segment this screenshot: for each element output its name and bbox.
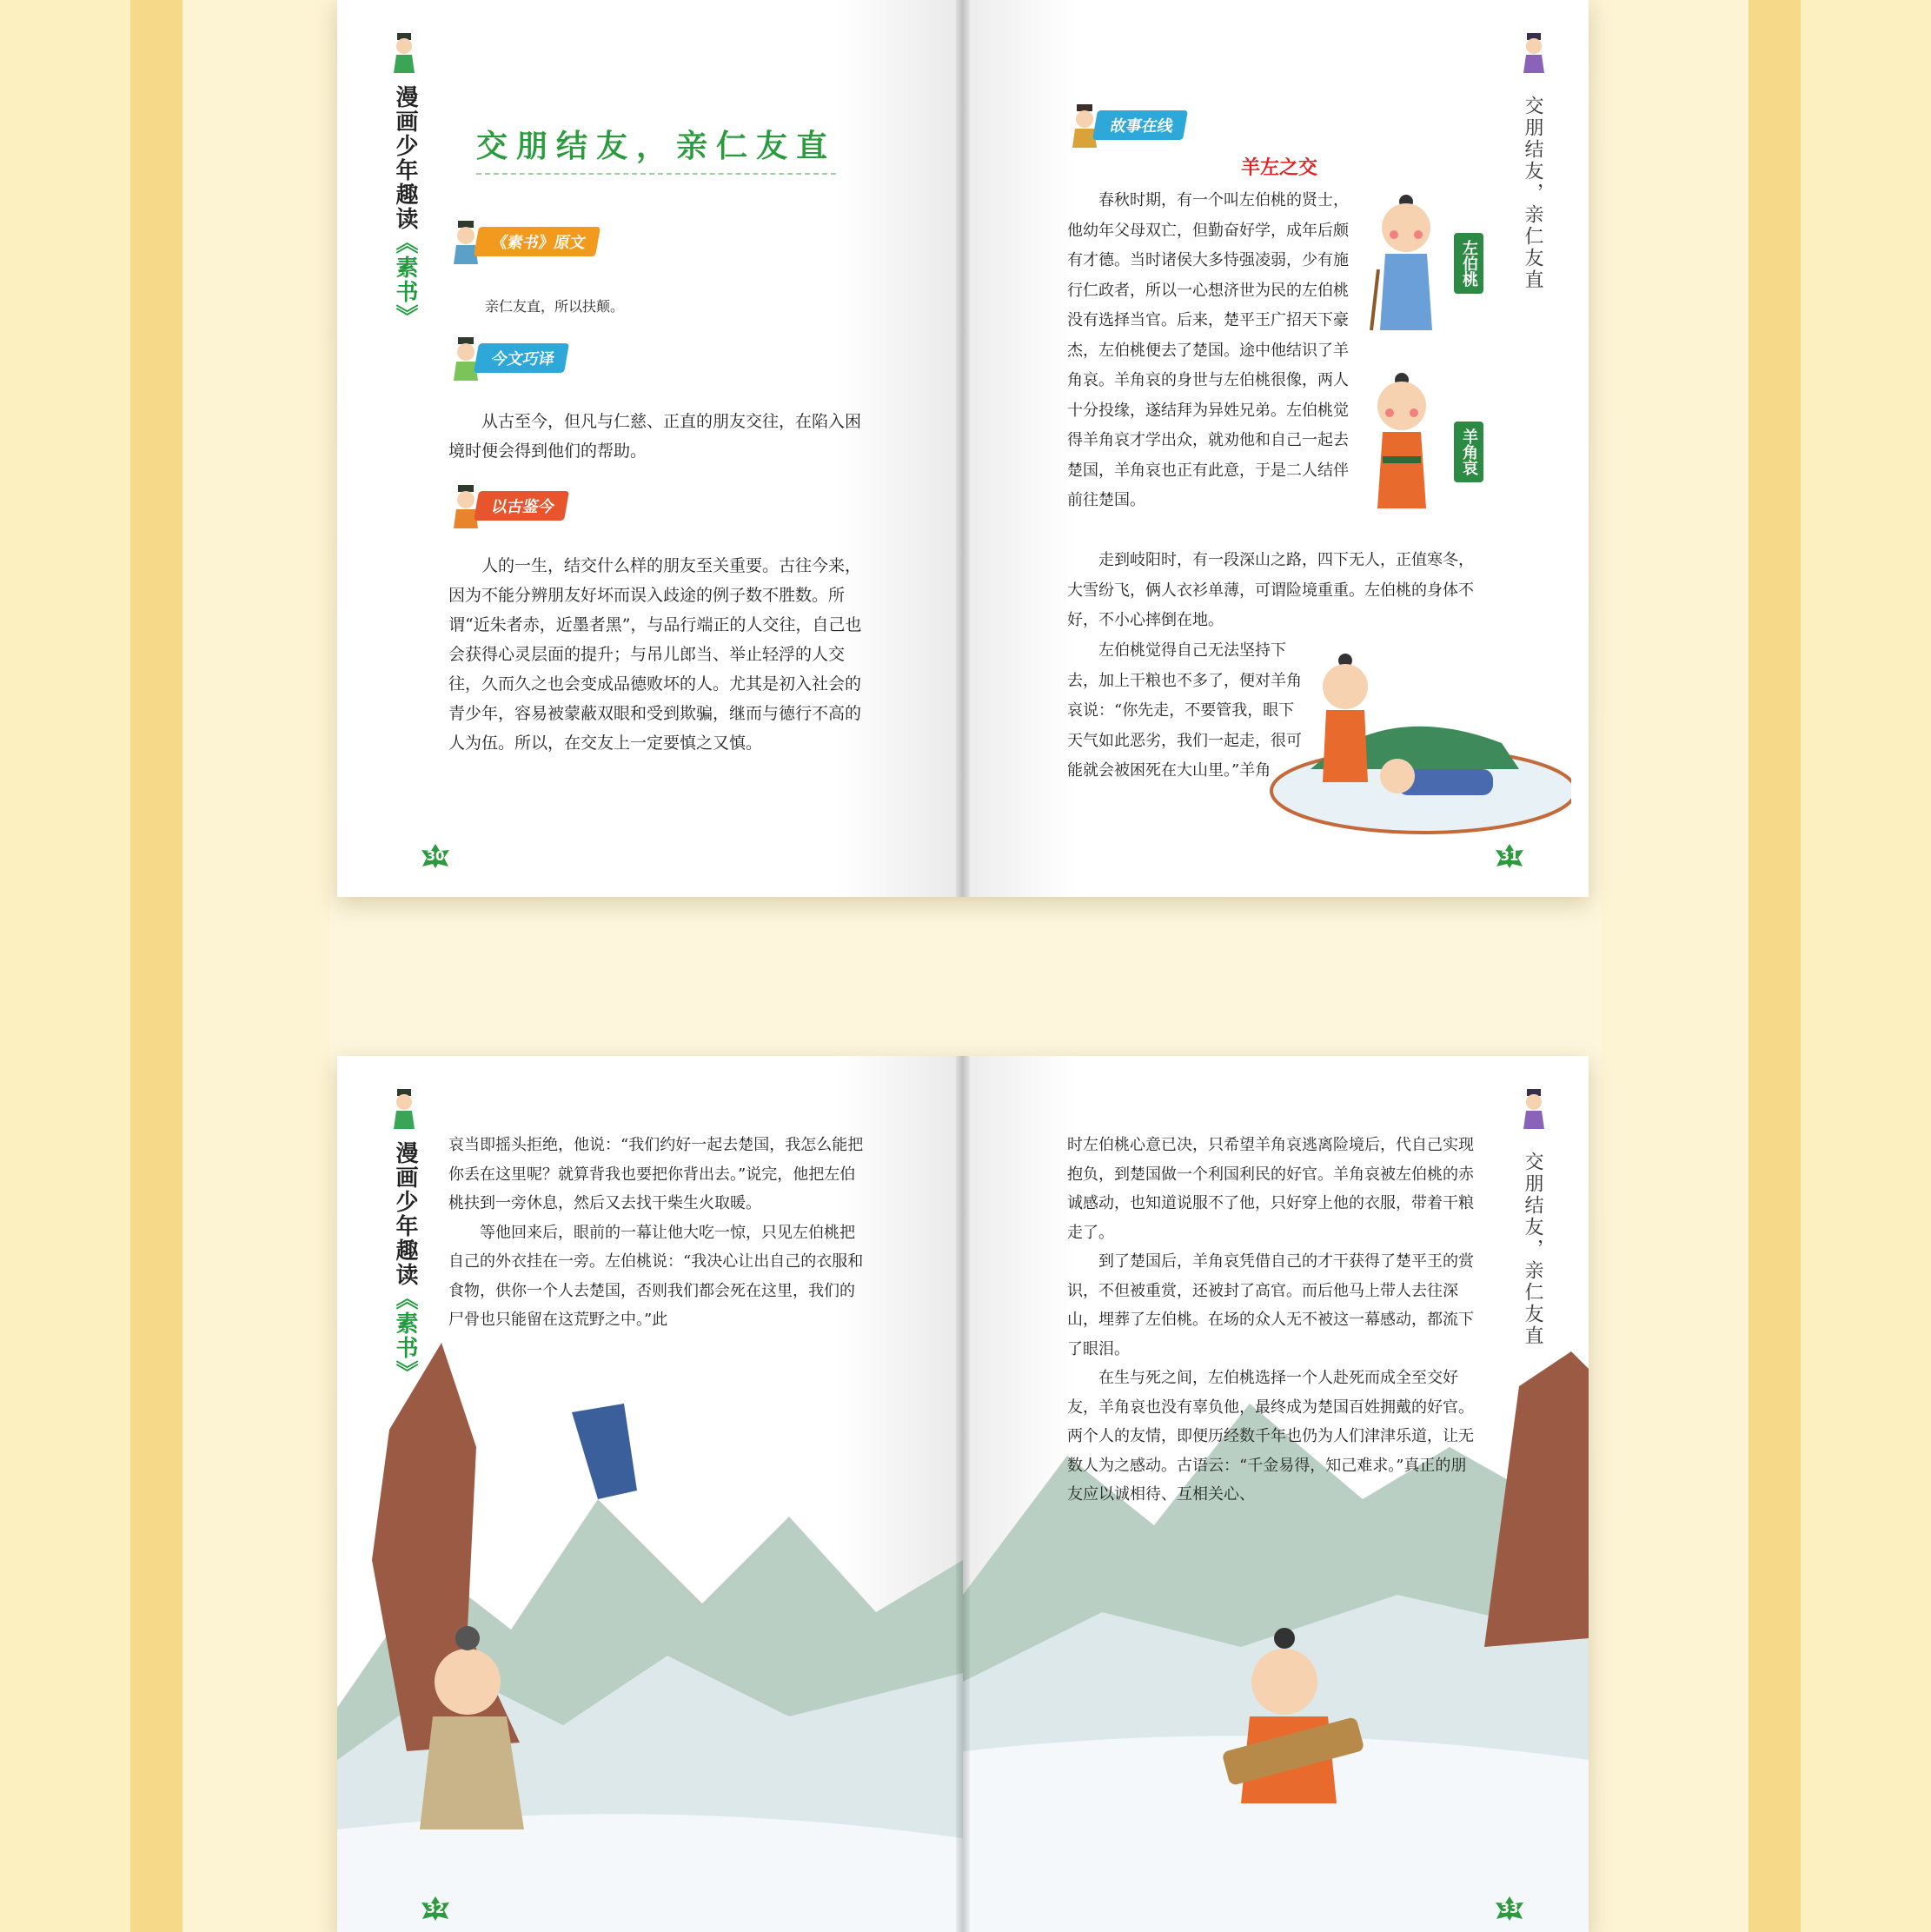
story-paragraph: 走到岐阳时，有一段深山之路，四下无人，正值寒冬，大雪纷飞，俩人衣衫单薄，可谓险境重重。左伯桃的身体不好，不小心摔倒在地。 (1067, 551, 1474, 629)
section-story-label: 故事在线 (1092, 110, 1188, 140)
series-subtitle: 《素书》 (392, 1287, 418, 1384)
page-number: 32 (426, 1901, 445, 1916)
section-translation-badge (448, 335, 567, 381)
scholar-mascot-icon (389, 1087, 419, 1129)
page-30 (337, 0, 963, 897)
story-paragraph: 左伯桃觉得自己无法坚持下去，加上干粮也不多了，便对羊角哀说：“你先走，不要管我，眼下天气如此恶劣，我们一起走，很可能就会被困死在大山里。”羊角 (1067, 641, 1302, 780)
series-title-vertical (389, 1141, 421, 1384)
section-reflect-badge (448, 483, 567, 528)
character-label-yang: 羊角哀 (1454, 422, 1483, 482)
background-right-stripe (1749, 0, 1801, 1932)
character-label-zuo: 左伯桃 (1454, 233, 1483, 294)
scholar-mascot-icon (389, 31, 419, 73)
story-text-2 (1067, 546, 1483, 636)
original-text: 亲仁友直，所以扶颠。 (485, 298, 625, 315)
official-mascot-icon (1519, 1087, 1549, 1129)
section-original-label: 《素书》原文 (474, 227, 601, 256)
series-subtitle: 《素书》 (392, 231, 418, 329)
page-number: 33 (1500, 1901, 1519, 1916)
story-text-4 (448, 1131, 870, 1335)
story-paragraph: 在生与死之间，左伯桃选择一个人赴死而成全至交好友，羊角哀也没有辜负他，最终成为楚国百姓拥戴的好官。两个人的友情，即便历经数千年也仍为人们津津乐道，让无数人为之感动。古语云：“千金易得，知己难求。”真正的朋友应以诚相待、互相关心、 (1067, 1369, 1474, 1504)
book-gutter (956, 1056, 970, 1932)
page-31 (963, 0, 1589, 897)
story-paragraph: 等他回来后，眼前的一幕让他大吃一惊，只见左伯桃把自己的外衣挂在一旁。左伯桃说：“我决心让出自己的衣服和食物，供你一个人去楚国，否则我们都会死在这里，我们的尸骨也只能留在这荒野之中。”此 (448, 1223, 864, 1329)
page-number: 30 (426, 848, 445, 864)
section-reflect-label: 以古鉴今 (474, 491, 569, 521)
story-text-5 (1067, 1131, 1476, 1510)
story-text-1 (1067, 186, 1354, 516)
background-right-band (1801, 0, 1931, 1932)
chapter-title-vertical: 交朋结友，亲仁友直 (1522, 96, 1543, 291)
translation-text (448, 407, 870, 466)
section-translation-label: 今文巧译 (474, 343, 569, 373)
background-right-panel (1601, 0, 1749, 1932)
series-title-vertical (389, 85, 421, 329)
official-mascot-icon (1519, 31, 1549, 73)
story-title: 羊左之交 (1241, 157, 1318, 179)
chapter-title-vertical: 交朋结友，亲仁友直 (1522, 1152, 1543, 1347)
zuo-botao-illustration (1363, 191, 1450, 330)
book-gutter (956, 0, 970, 897)
series-title: 漫画少年趣读 (392, 1141, 418, 1287)
story-paragraph: 时左伯桃心意已决，只希望羊角哀逃离险境后，代自己实现抱负，到楚国做一个利国利民的好官。羊角哀被左伯桃的赤诚感动，也知道说服不了他，只好穿上他的衣服，带着干粮走了。 (1067, 1136, 1474, 1242)
page-33 (963, 1056, 1589, 1932)
story-paragraph: 到了楚国后，羊角哀凭借自己的才干获得了楚平王的赏识，不但被重赏，还被封了高官。而后他马上带人去往深山，埋葬了左伯桃。在场的众人无不被这一幕感动，都流下了眼泪。 (1067, 1252, 1474, 1358)
book-spread-1 (337, 0, 1589, 897)
section-original-badge (448, 219, 598, 264)
yang-jiaoai-illustration (1358, 369, 1445, 508)
reflect-text (448, 551, 870, 758)
story-paragraph: 春秋时期，有一个叫左伯桃的贤士，他幼年父母双亡，但勤奋好学，成年后颇有才德。当时诸侯大多恃强凌弱，少有施行仁政者，所以一心想济世为民的左伯桃没有选择当官。后来，楚平王广招天下豪杰，左伯桃便去了楚国。途中他结识了羊角哀。羊角哀的身世与左伯桃很像，两人十分投缘，遂结拜为异姓兄弟。左伯桃觉得羊角哀才学出众，就劝他和自己一起去楚国，羊角哀也正有此意，于是二人结伴前往楚国。 (1067, 191, 1349, 509)
background-left-stripe (130, 0, 182, 1932)
story-paragraph: 哀当即摇头拒绝，他说：“我们约好一起去楚国，我怎么能把你丢在这里呢？就算背我也要把你背出去。”说完，他把左伯桃扶到一旁休息，然后又去找干柴生火取暖。 (448, 1136, 864, 1212)
book-spread-2 (337, 1056, 1589, 1932)
reflect-paragraph: 人的一生，结交什么样的朋友至关重要。古往今来，因为不能分辨朋友好坏而误入歧途的例子数不胜数。所谓“近朱者赤，近墨者黑”，与品行端正的人交往，自己也会获得心灵层面的提升；与吊儿郎当、举止轻浮的人交往，久而久之也会变成品德败坏的人。尤其是初入社会的青少年，容易被蒙蔽双眼和受到欺骗，继而与德行不高的人为伍。所以，在交友上一定要慎之又慎。 (448, 556, 862, 753)
section-story-badge (1067, 103, 1185, 148)
background-left-band (0, 0, 130, 1932)
winter-mountain-illustration (337, 1343, 963, 1932)
translation-paragraph: 从古至今，但凡与仁慈、正直的朋友交往，在陷入困境时便会得到他们的帮助。 (448, 412, 862, 461)
page-32 (337, 1056, 963, 1932)
page-number: 31 (1500, 848, 1519, 864)
snow-scene-illustration (1258, 639, 1571, 839)
chapter-title: 交朋结友，亲仁友直 (476, 122, 836, 175)
background-left-panel (182, 0, 330, 1932)
series-title: 漫画少年趣读 (392, 85, 418, 231)
